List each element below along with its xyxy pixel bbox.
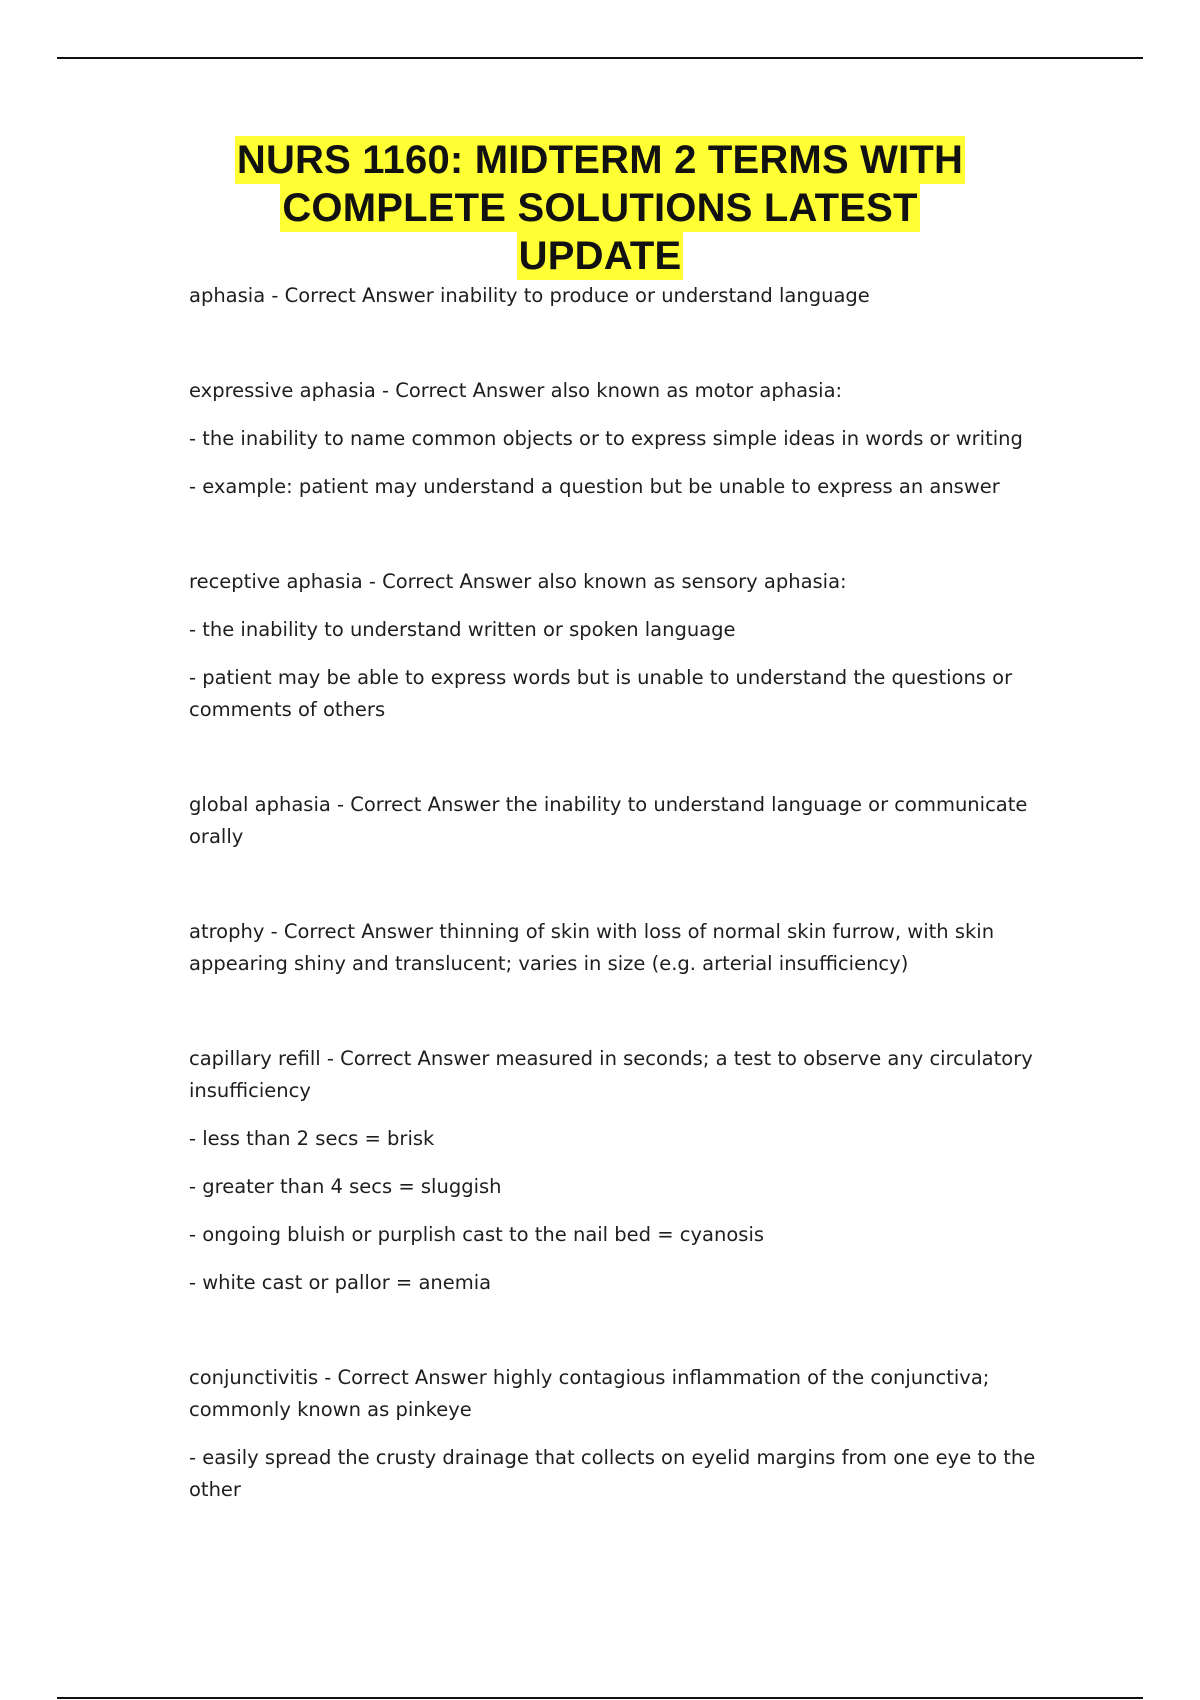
term-detail: - less than 2 secs = brisk [189,1127,435,1150]
term-detail: - white cast or pallor = anemia [189,1271,492,1294]
term-entry-atrophy [189,916,1049,980]
document-body [189,280,1049,1522]
term-detail: - greater than 4 secs = sluggish [189,1175,502,1198]
term-detail: - the inability to name common objects or to express simple ideas in words or writing [189,427,1023,450]
bottom-rule [57,1697,1143,1699]
term-entry-capillary-refill [189,1043,1049,1299]
title-line-2: COMPLETE SOLUTIONS LATEST [282,186,918,230]
term-entry-conjunctivitis [189,1362,1049,1506]
term-detail: - easily spread the crusty drainage that collects on eyelid margins from one eye to the other [189,1446,1036,1501]
top-rule [57,57,1143,59]
term-definition: aphasia - Correct Answer inability to produce or understand language [189,284,870,307]
term-entry-global-aphasia [189,789,1049,853]
term-definition: atrophy - Correct Answer thinning of skin with loss of normal skin furrow, with skin appearing shiny and translucent; varies in size (e.g. arterial insufficiency) [189,920,995,975]
document-title [190,136,1010,280]
term-entry-aphasia [189,280,1049,312]
term-entry-receptive-aphasia [189,566,1049,726]
term-detail: - example: patient may understand a question but be unable to express an answer [189,475,1000,498]
term-entry-expressive-aphasia [189,375,1049,503]
term-definition: global aphasia - Correct Answer the inability to understand language or communicate orally [189,793,1028,848]
term-detail: - ongoing bluish or purplish cast to the nail bed = cyanosis [189,1223,765,1246]
title-line-3: UPDATE [518,234,682,278]
term-definition: conjunctivitis - Correct Answer highly contagious inflammation of the conjunctiva; commonly known as pinkeye [189,1366,990,1421]
term-definition: expressive aphasia - Correct Answer also known as motor aphasia: [189,379,843,402]
term-detail: - the inability to understand written or spoken language [189,618,736,641]
term-definition: capillary refill - Correct Answer measured in seconds; a test to observe any circulatory insufficiency [189,1047,1033,1102]
term-definition: receptive aphasia - Correct Answer also known as sensory aphasia: [189,570,847,593]
term-detail: - patient may be able to express words but is unable to understand the questions or comments of others [189,666,1013,721]
title-line-1: NURS 1160: MIDTERM 2 TERMS WITH [236,138,964,182]
